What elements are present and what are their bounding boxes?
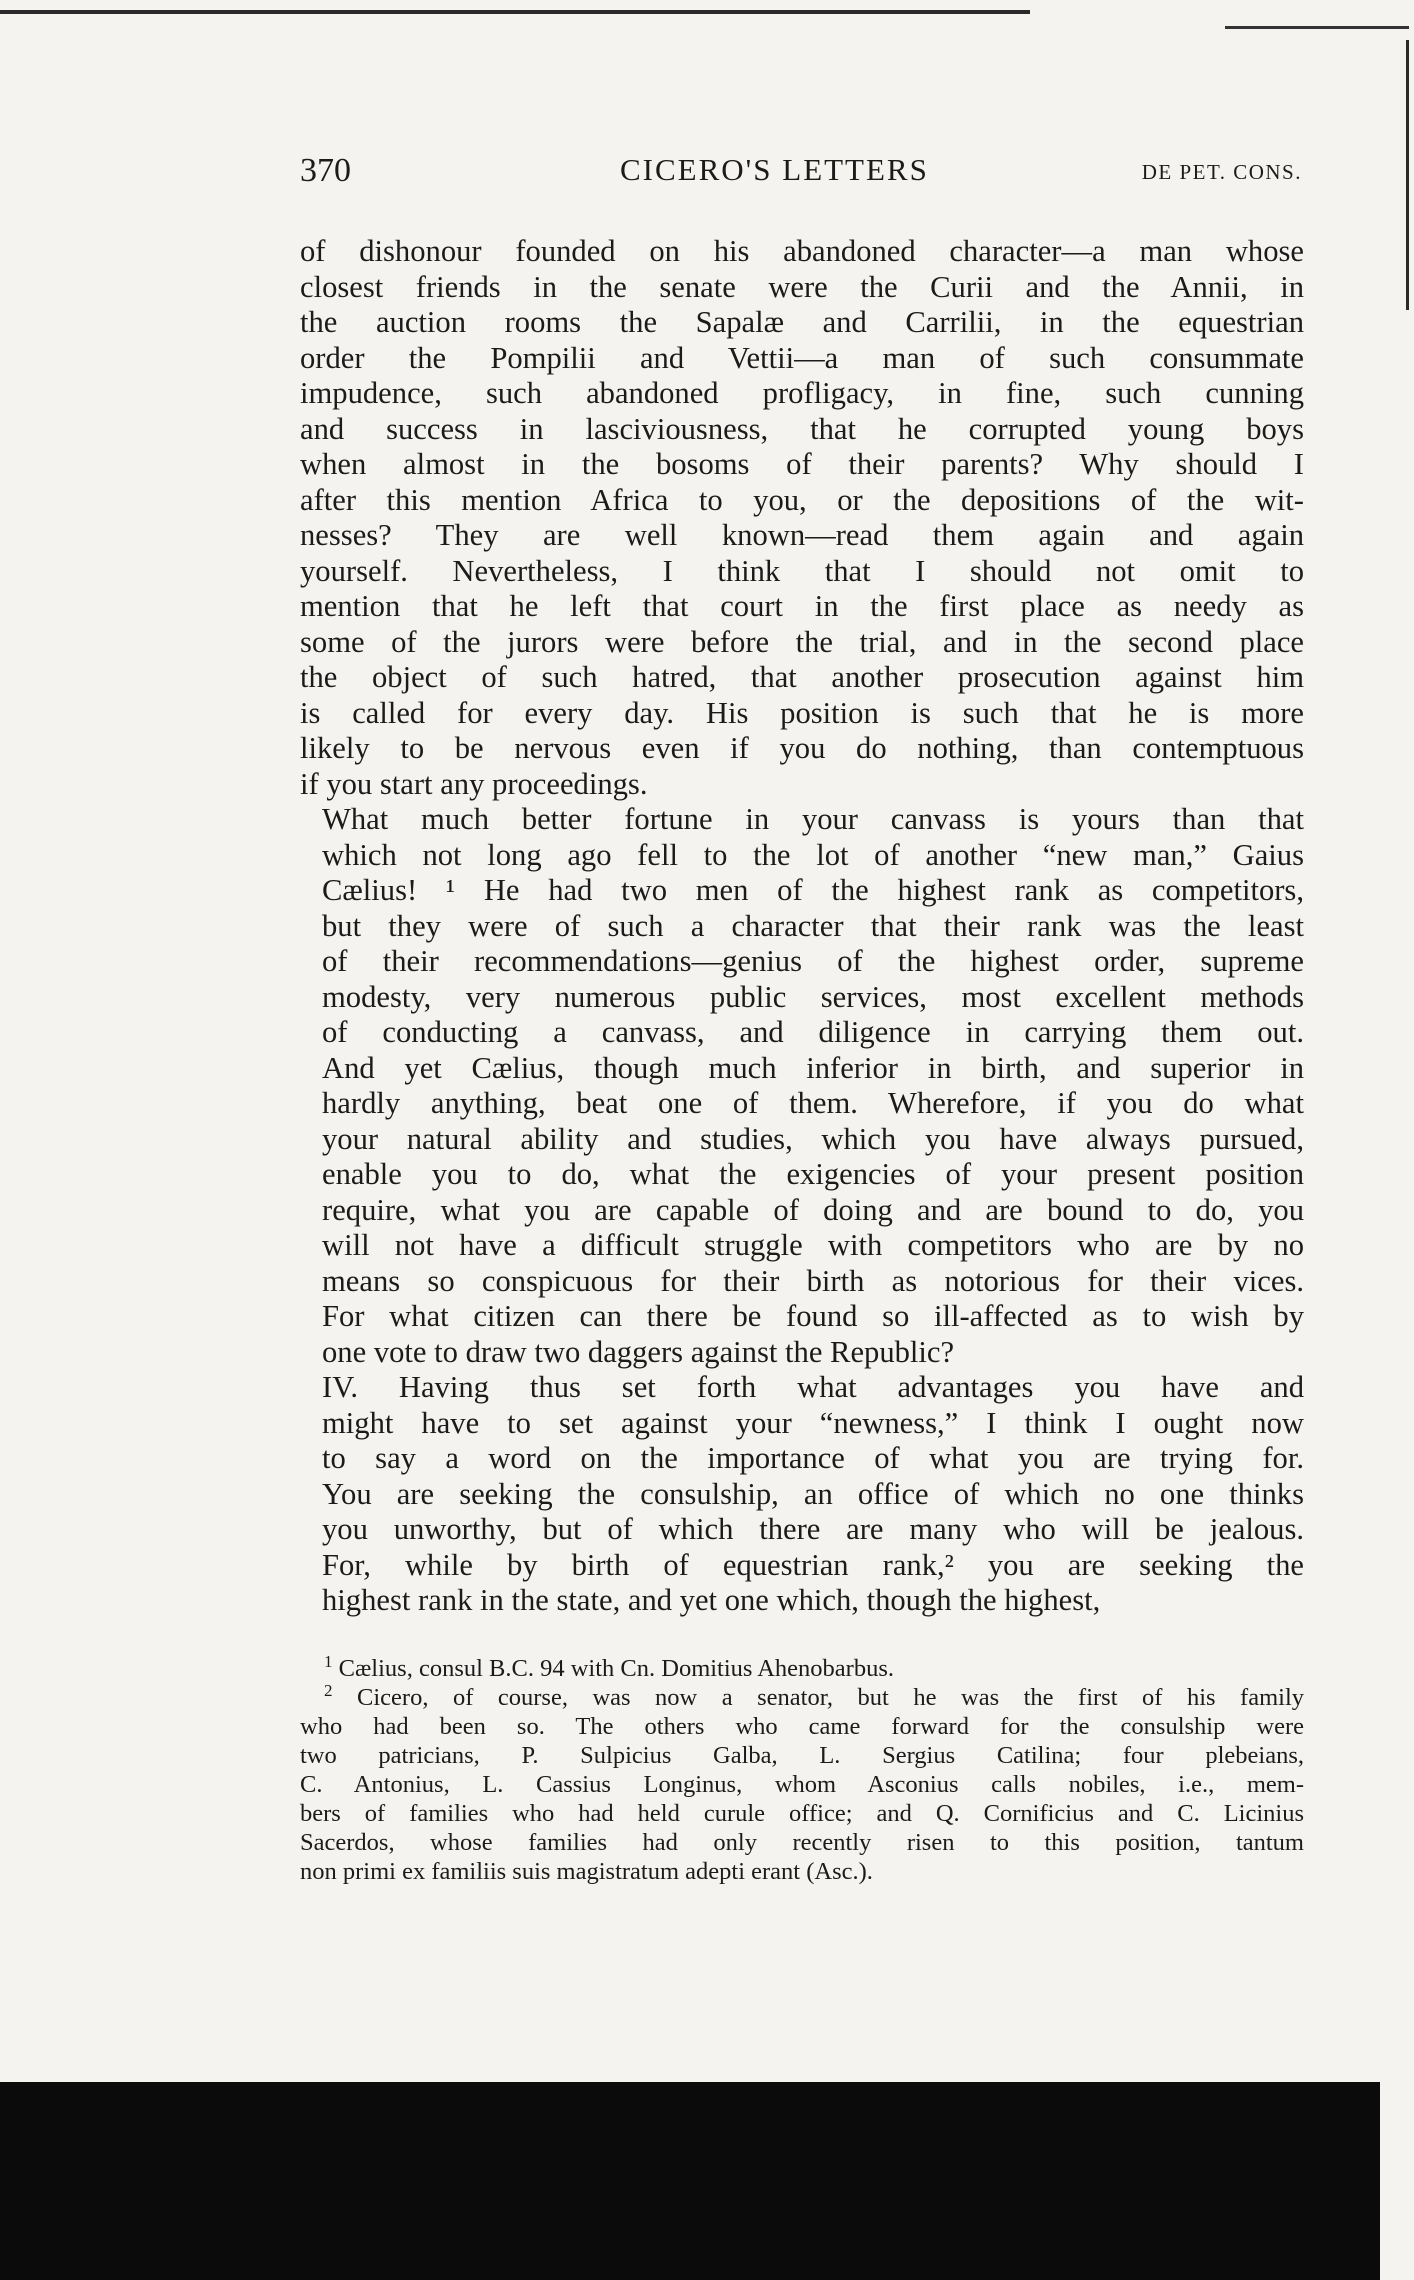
text-line: enable you to do, what the exigencies of your present position — [322, 1157, 1304, 1191]
footnote-line: Sacerdos, whose families had only recently risen to this position, tantum — [300, 1829, 1304, 1856]
text-line: after this mention Africa to you, or the depositions of the wit- — [300, 482, 1304, 517]
text-line: mention that he left that court in the first place as needy as — [300, 589, 1304, 623]
footnote-line: C. Antonius, L. Cassius Longinus, whom Asconius calls nobiles, i.e., mem- — [300, 1771, 1304, 1798]
footnote-row — [300, 1857, 1304, 1886]
text-line: IV. Having thus set forth what advantages you have and — [322, 1370, 1304, 1404]
text-line: when almost in the bosoms of their parents? Why should I — [300, 447, 1304, 481]
paragraph-caelius — [300, 802, 1304, 1370]
text-line: the auction rooms the Sapalæ and Carrilii, in the equestrian — [300, 305, 1304, 339]
page-number: 370 — [300, 152, 351, 189]
text-line: modesty, very numerous public services, most excellent methods — [322, 979, 1304, 1014]
text-line: you unworthy, but of which there are many who will be jealous. — [322, 1512, 1304, 1546]
footnote-line: who had been so. The others who came forward for the consulship were — [300, 1713, 1304, 1740]
text-line: but they were of such a character that their rank was the least — [322, 908, 1304, 943]
text-line: highest rank in the state, and yet one which, though the highest, — [322, 1583, 1101, 1617]
footnote-1 — [300, 1651, 1304, 1683]
running-head — [300, 152, 1302, 202]
footnote-row — [300, 1680, 1304, 1712]
footnote-row — [300, 1741, 1304, 1770]
text-line: to say a word on the importance of what you are trying for. — [322, 1441, 1304, 1475]
footnotes — [300, 1651, 1304, 1886]
text-line: closest friends in the senate were the Curii and the Annii, in — [300, 269, 1304, 304]
text-line: Cælius! ¹ He had two men of the highest rank as competitors, — [322, 873, 1304, 907]
footnote-line: bers of families who had held curule office; and Q. Cornificius and C. Licinius — [300, 1800, 1304, 1827]
footnote-row — [300, 1799, 1304, 1828]
text-line: What much better fortune in your canvass is yours than that — [322, 802, 1304, 836]
text-line: yourself. Nevertheless, I think that I should not omit to — [300, 553, 1304, 588]
text-line: your natural ability and studies, which you have always pursued, — [322, 1121, 1304, 1156]
text-line: and success in lasciviousness, that he corrupted young boys — [300, 411, 1304, 446]
text-line: hardly anything, beat one of them. Wherefore, if you do what — [322, 1086, 1304, 1120]
text-line: the object of such hatred, that another prosecution against him — [300, 660, 1304, 694]
footnote-line: Cælius, consul B.C. 94 with Cn. Domitius Ahenobarbus. — [338, 1655, 894, 1682]
footnote-line: two patricians, P. Sulpicius Galba, L. Sergius Catilina; four plebeians, — [300, 1742, 1304, 1769]
text-line: require, what you are capable of doing and are bound to do, you — [322, 1192, 1304, 1227]
text-line: likely to be nervous even if you do nothing, than contemptuous — [300, 731, 1304, 765]
paragraph-continued — [300, 234, 1304, 802]
text-line: means so conspicuous for their birth as notorious for their vices. — [322, 1263, 1304, 1298]
footnote-line: non primi ex familiis suis magistratum adepti erant (Asc.). — [300, 1858, 873, 1885]
footnote-row — [300, 1828, 1304, 1857]
right-scan-edge — [1406, 40, 1409, 310]
footnote-line: Cicero, of course, was now a senator, but he was the first of his family — [357, 1684, 1304, 1711]
text-line: nesses? They are well known—read them again and again — [300, 518, 1304, 552]
bottom-scan-band — [0, 2082, 1380, 2280]
right-scan-edge-top — [1225, 26, 1409, 29]
top-scan-edge — [0, 10, 1030, 14]
footnote-2 — [300, 1680, 1304, 1886]
text-line: will not have a difficult struggle with competitors who are by no — [322, 1228, 1304, 1262]
footnote-mark: 2 — [324, 1680, 333, 1700]
text-line: is called for every day. His position is such that he is more — [300, 695, 1304, 730]
text-line: one vote to draw two daggers against the Republic? — [322, 1334, 955, 1369]
text-line: some of the jurors were before the trial, and in the second place — [300, 624, 1304, 659]
section-reference: DE PET. CONS. — [1141, 160, 1302, 184]
footnote-mark: 1 — [324, 1651, 333, 1671]
text-line: For, while by birth of equestrian rank,² you are seeking the — [322, 1547, 1304, 1582]
text-line: order the Pompilii and Vettii—a man of such consummate — [300, 340, 1304, 375]
text-line: might have to set against your “newness,” I think I ought now — [322, 1405, 1304, 1440]
text-line: of dishonour founded on his abandoned character—a man whose — [300, 234, 1304, 268]
text-line: if you start any proceedings. — [300, 766, 648, 801]
text-line: impudence, such abandoned profligacy, in fine, such cunning — [300, 376, 1304, 410]
text-line: of conducting a canvass, and diligence in carrying them out. — [322, 1015, 1304, 1049]
text-line: which not long ago fell to the lot of another “new man,” Gaius — [322, 837, 1304, 872]
body-text — [300, 234, 1304, 1619]
text-line: You are seeking the consulship, an office of which no one thinks — [322, 1476, 1304, 1511]
footnote-row — [300, 1770, 1304, 1799]
footnote-row — [300, 1651, 1304, 1683]
text-line: For what citizen can there be found so ill-affected as to wish by — [322, 1299, 1304, 1333]
text-line: of their recommendations—genius of the highest order, supreme — [322, 944, 1304, 978]
running-title: CICERO'S LETTERS — [620, 152, 929, 187]
footnote-row — [300, 1712, 1304, 1741]
paragraph-section-iv — [300, 1370, 1304, 1619]
text-line: And yet Cælius, though much inferior in birth, and superior in — [322, 1050, 1304, 1085]
